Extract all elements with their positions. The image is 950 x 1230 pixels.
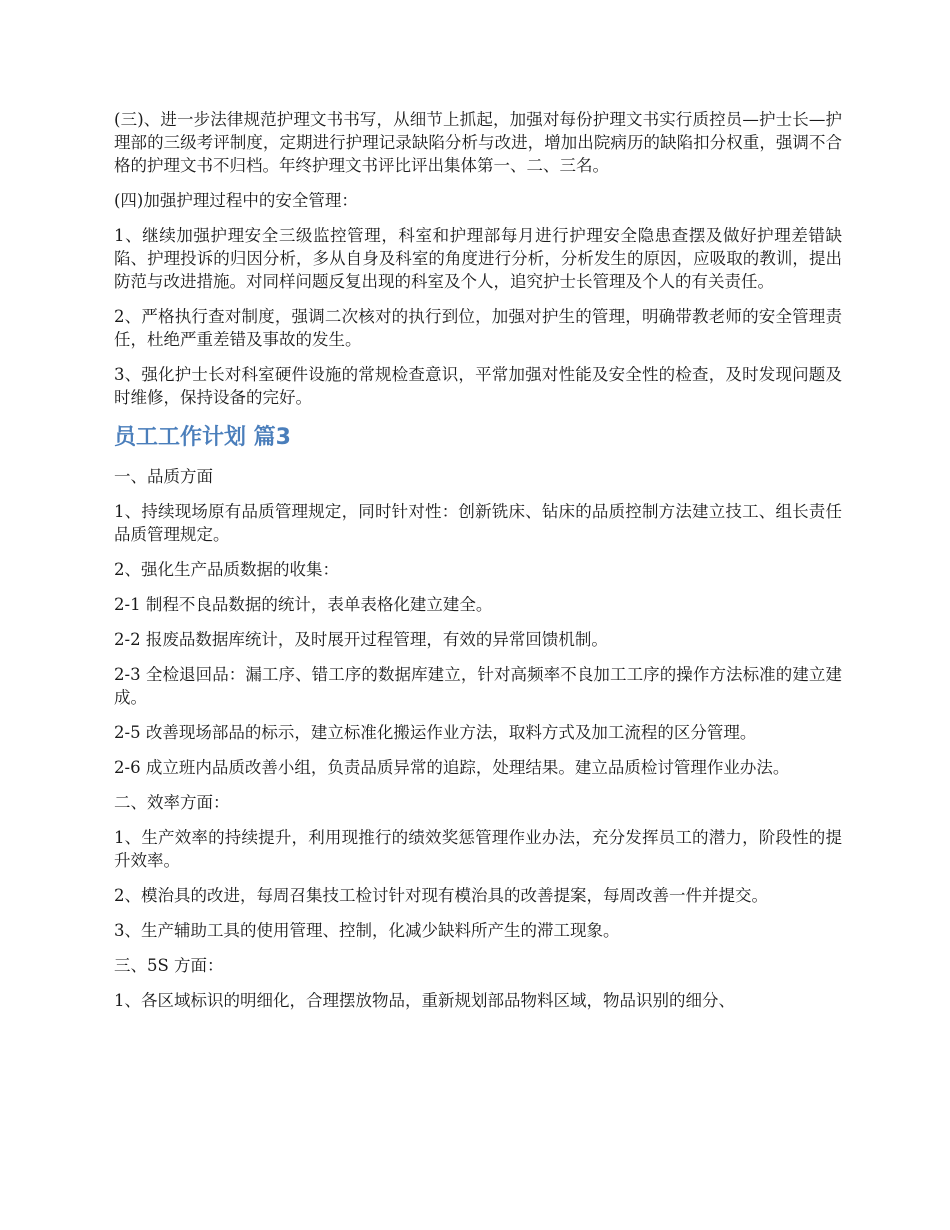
paragraph: 2、严格执行查对制度，强调二次核对的执行到位，加强对护生的管理，明确带教老师的安全管理责任，杜绝严重差错及事故的发生。 <box>114 307 842 349</box>
paragraph: 2-3 全检退回品：漏工序、错工序的数据库建立，针对高频率不良加工工序的操作方法标准的建立建成。 <box>114 665 842 707</box>
paragraph: 二、效率方面： <box>114 793 230 812</box>
section-heading: 员工工作计划 篇3 <box>114 425 291 450</box>
paragraph: 1、持续现场原有品质管理规定，同时针对性：创新铣床、钻床的品质控制方法建立技工、组长责任品质管理规定。 <box>114 502 842 544</box>
paragraph: 3、强化护士长对科室硬件设施的常规检查意识，平常加强对性能及安全性的检查，及时发现问题及时维修，保持设备的完好。 <box>114 365 842 407</box>
paragraph: 2-1 制程不良品数据的统计，表单表格化建立建全。 <box>114 595 493 614</box>
paragraph: 一、品质方面 <box>114 467 213 486</box>
paragraph: 1、各区域标识的明细化，合理摆放物品，重新规划部品物料区域，物品识别的细分、 <box>114 991 735 1010</box>
paragraph: 2-5 改善现场部品的标示，建立标准化搬运作业方法，取料方式及加工流程的区分管理。 <box>114 723 757 742</box>
document-page <box>114 108 842 1024</box>
paragraph: 2、强化生产品质数据的收集： <box>114 560 339 579</box>
paragraph: 2-6 成立班内品质改善小组，负责品质异常的追踪，处理结果。建立品质检讨管理作业办法。 <box>114 758 790 777</box>
paragraph: (三)、进一步法律规范护理文书书写，从细节上抓起，加强对每份护理文书实行质控员—护士长—护理部的三级考评制度，定期进行护理记录缺陷分析与改进，增加出院病历的缺陷扣分权重，强调不合格的护理文书不归档。年终护理文书评比评出集体第一、二、三名。 <box>114 110 842 175</box>
paragraph: 1、生产效率的持续提升，利用现推行的绩效奖惩管理作业办法，充分发挥员工的潜力，阶段性的提升效率。 <box>114 828 842 870</box>
paragraph: 三、5S 方面： <box>114 956 224 975</box>
paragraph: 3、生产辅助工具的使用管理、控制，化减少缺料所产生的滞工现象。 <box>114 921 620 940</box>
paragraph: 1、继续加强护理安全三级监控管理，科室和护理部每月进行护理安全隐患查摆及做好护理差错缺陷、护理投诉的归因分析，多从自身及科室的角度进行分析，分析发生的原因，应吸取的教训，提出防范与改进措施。对同样问题反复出现的科室及个人，追究护士长管理及个人的有关责任。 <box>114 226 842 291</box>
paragraph: (四)加强护理过程中的安全管理： <box>114 191 358 210</box>
paragraph: 2、模治具的改进，每周召集技工检讨针对现有模治具的改善提案，每周改善一件并提交。 <box>114 886 768 905</box>
paragraph: 2-2 报废品数据库统计，及时展开过程管理，有效的异常回馈机制。 <box>114 630 608 649</box>
